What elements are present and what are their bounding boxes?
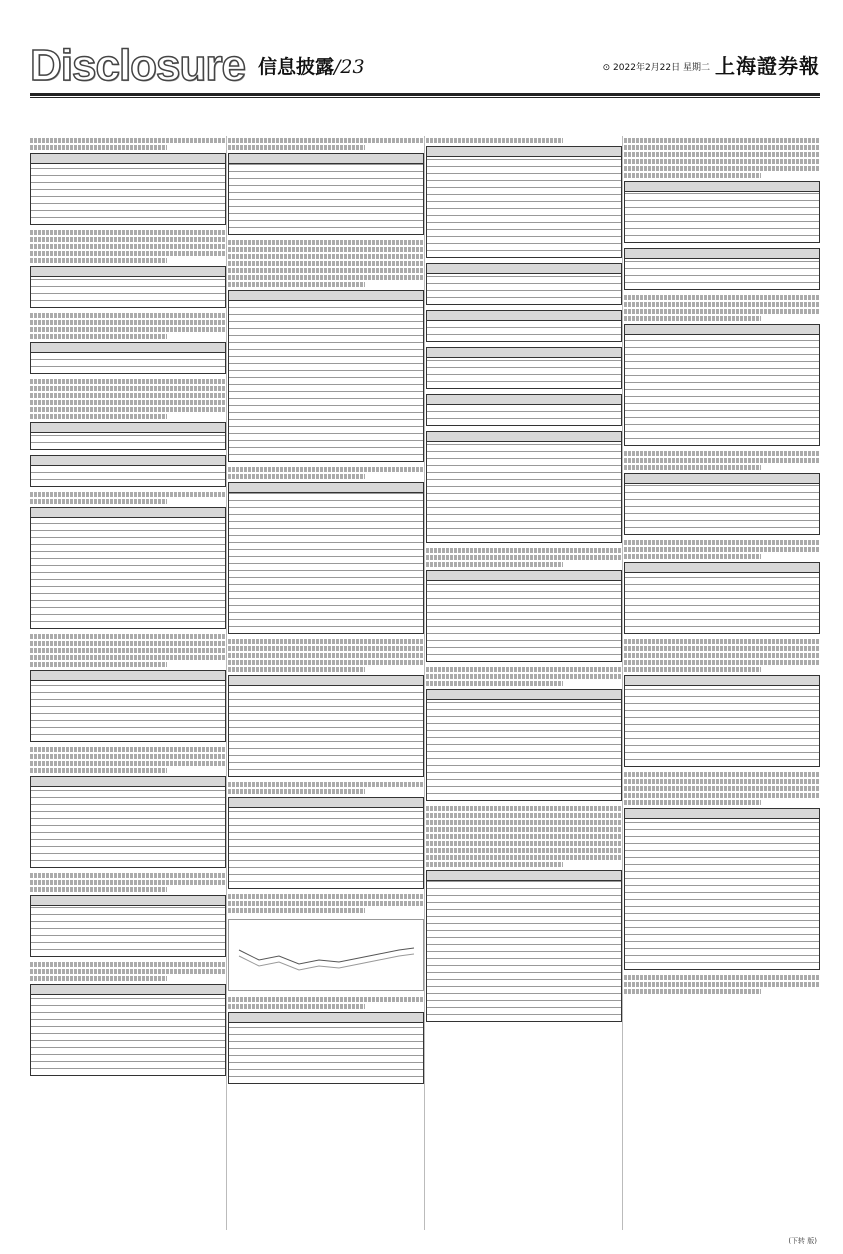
financial-table (228, 290, 424, 462)
financial-table (426, 347, 622, 389)
column-3 (426, 136, 622, 1230)
page-number: /23 (334, 56, 365, 78)
newspaper-name: 上海證券報 (715, 54, 820, 78)
column-divider (622, 136, 623, 1230)
column-2 (228, 136, 424, 1230)
header-rule (30, 93, 820, 96)
dateline: ⊙ 2022年2月22日 星期二 (602, 63, 710, 73)
column-1 (30, 136, 226, 1230)
section-name: 信息披露 (258, 56, 335, 78)
financial-table (228, 675, 424, 777)
section-title (258, 52, 365, 79)
financial-table (426, 394, 622, 426)
line-chart-plot (229, 920, 423, 990)
continuation-note: (下转 版) (788, 1237, 817, 1245)
masthead (30, 40, 820, 92)
line-chart (228, 919, 424, 991)
financial-table (426, 146, 622, 258)
financial-table (228, 153, 424, 235)
financial-table (624, 473, 820, 535)
financial-table (228, 797, 424, 889)
financial-table (30, 984, 226, 1076)
financial-table (624, 808, 820, 970)
financial-table (30, 507, 226, 629)
financial-table (426, 689, 622, 801)
financial-table (30, 422, 226, 450)
financial-table (426, 263, 622, 305)
financial-table (624, 675, 820, 767)
financial-table (624, 181, 820, 243)
financial-table (30, 670, 226, 742)
financial-table (30, 342, 226, 374)
financial-table (426, 870, 622, 1022)
column-4 (624, 136, 820, 1230)
financial-table (426, 310, 622, 342)
financial-table (426, 431, 622, 543)
financial-table (30, 895, 226, 957)
financial-table (624, 324, 820, 446)
financial-table (30, 776, 226, 868)
financial-table (30, 153, 226, 225)
financial-table (624, 248, 820, 290)
column-divider (424, 136, 425, 1230)
financial-table (426, 570, 622, 662)
financial-table (30, 266, 226, 308)
financial-table (624, 562, 820, 634)
header-rule-thin (30, 97, 820, 98)
date-text: 2022年2月22日 星期二 (613, 63, 710, 73)
financial-table (228, 482, 424, 634)
column-divider (226, 136, 227, 1230)
financial-table (228, 1012, 424, 1084)
financial-table (30, 455, 226, 487)
brand-wordmark: Disclosure (30, 41, 245, 90)
